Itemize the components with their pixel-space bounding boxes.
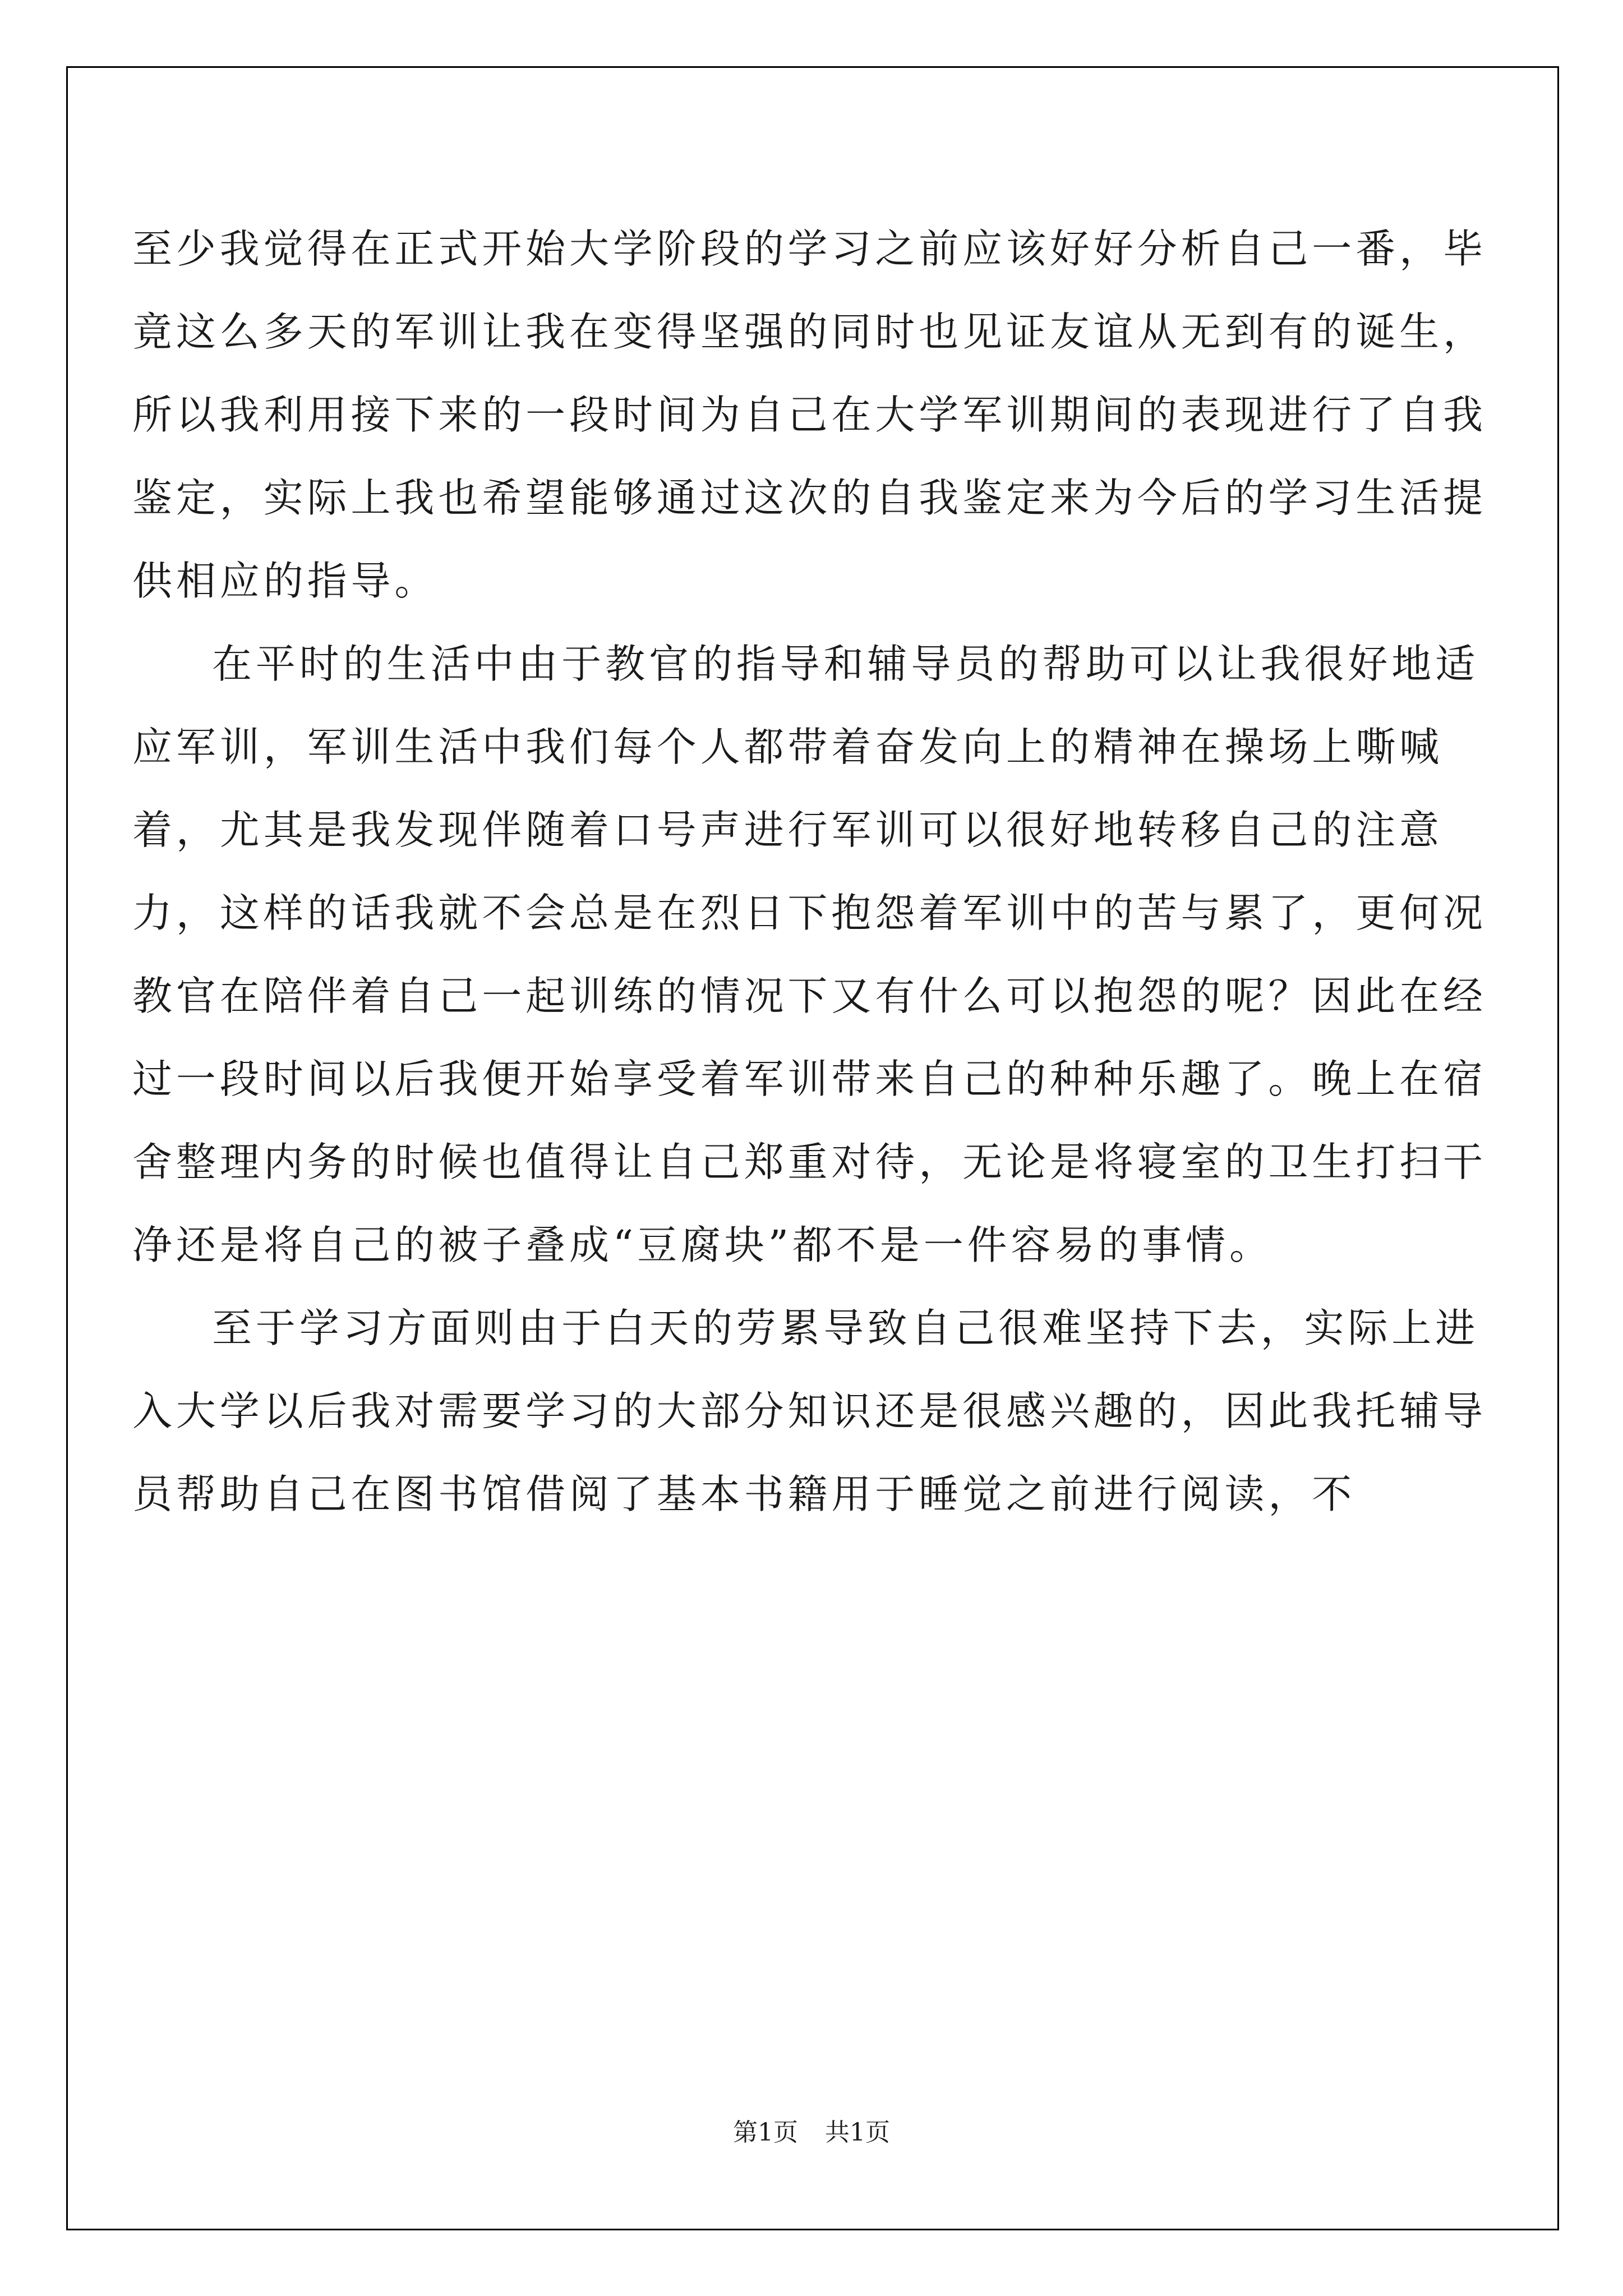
document-body — [132, 208, 1491, 1536]
paragraph-1: 至少我觉得在正式开始大学阶段的学习之前应该好好分析自己一番，毕竟这么多天的军训让我在变得坚强的同时也见证友谊从无到有的诞生，所以我利用接下来的一段时间为自己在大学军训期间的表现进行了自我鉴定，实际上我也希望能够通过这次的自我鉴定来为今后的学习生活提供相应的指导。 — [132, 226, 1487, 604]
page-number-total: 共1页 — [825, 2118, 890, 2147]
page-number-current: 第1页 — [733, 2118, 798, 2147]
page-footer — [0, 2112, 1623, 2148]
paragraph-2: 在平时的生活中由于教官的指导和辅导员的帮助可以让我很好地适应军训，军训生活中我们每个人都带着奋发向上的精神在操场上嘶喊着，尤其是我发现伴随着口号声进行军训可以很好地转移自己的注意力，这样的话我就不会总是在烈日下抱怨着军训中的苦与累了，更何况教官在陪伴着自己一起训练的情况下又有什么可以抱怨的呢？因此在经过一段时间以后我便开始享受着军训带来自己的种种乐趣了。晚上在宿舍整理内务的时候也值得让自己郑重对待，无论是将寝室的卫生打扫干净还是将自己的被子叠成“豆腐块”都不是一件容易的事情。 — [132, 641, 1487, 1268]
paragraph-3: 至于学习方面则由于白天的劳累导致自己很难坚持下去，实际上进入大学以后我对需要学习的大部分知识还是很感兴趣的，因此我托辅导员帮助自己在图书馆借阅了基本书籍用于睡觉之前进行阅读，不 — [132, 1305, 1487, 1517]
